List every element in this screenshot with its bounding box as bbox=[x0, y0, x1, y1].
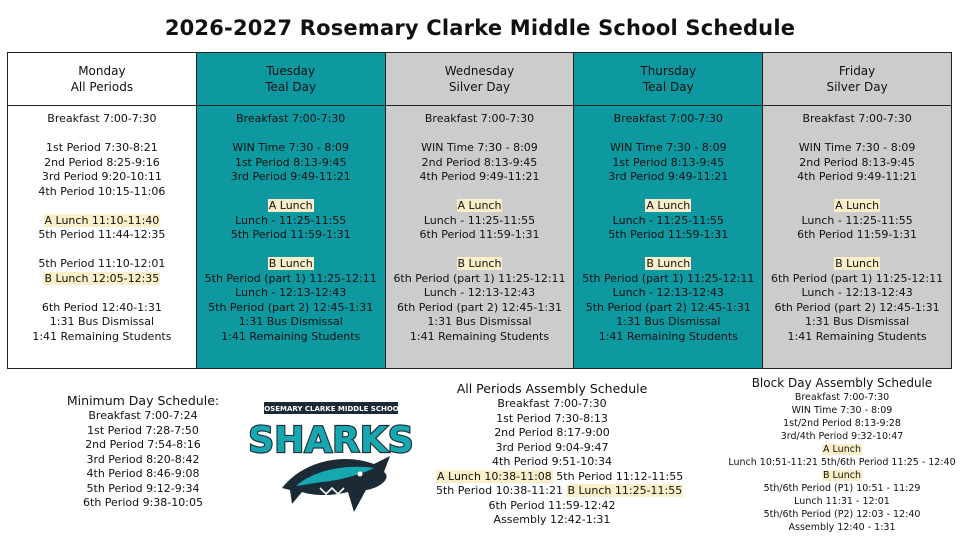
day-header bbox=[197, 53, 385, 106]
spacer bbox=[197, 243, 385, 258]
schedule-line bbox=[197, 228, 385, 243]
day-name: Thursday bbox=[640, 64, 697, 78]
schedule-line bbox=[763, 214, 951, 229]
schedule-line bbox=[197, 286, 385, 301]
schedule-text: Breakfast 7:00-7:30 bbox=[47, 112, 157, 125]
schedule-text: WIN Time 7:30 - 8:09 bbox=[798, 141, 916, 154]
schedule-line bbox=[386, 330, 574, 345]
schedule-text: Lunch - 12:13-12:43 bbox=[423, 286, 536, 299]
schedule-line bbox=[197, 330, 385, 345]
schedule-line bbox=[386, 199, 574, 214]
schedule-text: 6th Period 11:59-1:31 bbox=[797, 228, 918, 241]
schedule-line bbox=[763, 170, 951, 185]
schedule-line bbox=[386, 170, 574, 185]
schedule-text: 1st Period 8:13-9:45 bbox=[234, 155, 347, 169]
schedule-line bbox=[8, 315, 196, 330]
schedule-line bbox=[763, 257, 951, 272]
schedule-line bbox=[724, 391, 960, 404]
schedule-text: 1:41 Remaining Students bbox=[409, 329, 550, 343]
schedule-text: 5th Period 11:12-11:55 bbox=[552, 469, 684, 483]
schedule-line bbox=[574, 112, 762, 127]
schedule-line bbox=[763, 272, 951, 287]
schedule-line bbox=[763, 301, 951, 316]
schedule-text: 1:41 Remaining Students bbox=[787, 329, 927, 343]
spacer bbox=[8, 199, 196, 214]
sharks-logo bbox=[248, 400, 414, 530]
schedule-line bbox=[48, 482, 238, 497]
schedule-text: 1:31 Bus Dismissal bbox=[238, 315, 343, 328]
lunch-highlight: B Lunch bbox=[268, 257, 313, 270]
minimum-day-schedule bbox=[48, 393, 238, 511]
schedule-text: 1:31 Bus Dismissal bbox=[49, 315, 155, 328]
schedule-line bbox=[724, 508, 960, 521]
schedule-line bbox=[724, 430, 960, 443]
schedule-line bbox=[386, 228, 574, 243]
page-title: 2026-2027 Rosemary Clarke Middle School Schedule bbox=[164, 16, 796, 40]
day-subtitle: Silver Day bbox=[826, 80, 888, 94]
schedule-text: Breakfast 7:00-7:30 bbox=[794, 392, 890, 403]
spacer bbox=[8, 127, 196, 142]
schedule-line bbox=[574, 301, 762, 316]
schedule-text: Breakfast 7:00-7:24 bbox=[88, 409, 198, 422]
schedule-line bbox=[386, 286, 574, 301]
spacer bbox=[574, 185, 762, 200]
schedule-text: 1st/2nd Period 8:13-9:28 bbox=[783, 418, 901, 429]
day-schedule bbox=[386, 106, 574, 344]
spacer bbox=[574, 243, 762, 258]
schedule-line bbox=[724, 417, 960, 430]
schedule-line bbox=[8, 330, 196, 345]
schedule-line bbox=[763, 141, 951, 156]
schedule-line bbox=[574, 315, 762, 330]
schedule-text: 6th Period 11:59-1:31 bbox=[419, 228, 540, 241]
schedule-line bbox=[574, 214, 762, 229]
schedule-text: 1:31 Bus Dismissal bbox=[804, 315, 910, 328]
schedule-text: Breakfast 7:00-7:30 bbox=[424, 112, 535, 125]
schedule-text: Lunch - 12:13-12:43 bbox=[801, 286, 913, 299]
schedule-line bbox=[436, 469, 684, 485]
schedule-line bbox=[763, 315, 951, 330]
schedule-line bbox=[724, 521, 960, 534]
schedule-text: 1:31 Bus Dismissal bbox=[616, 315, 721, 328]
schedule-text: 2nd Period 7:54-8:16 bbox=[85, 438, 201, 451]
schedule-line bbox=[763, 156, 951, 171]
schedule-text: WIN Time 7:30 - 8:09 bbox=[609, 141, 727, 154]
schedule-line bbox=[436, 426, 668, 441]
schedule-line bbox=[48, 496, 238, 511]
schedule-line bbox=[574, 272, 762, 287]
lunch-highlight: B Lunch bbox=[646, 257, 691, 270]
schedule-text: 4th Period 8:46-9:08 bbox=[86, 467, 200, 480]
schedule-text: 6th Period (part 2) 12:45-1:31 bbox=[396, 300, 563, 314]
day-schedule bbox=[574, 106, 762, 344]
schedule-text: 1st Period 7:30-8:21 bbox=[46, 141, 158, 154]
schedule-text: Breakfast 7:00-7:30 bbox=[802, 112, 912, 125]
day-schedule bbox=[197, 106, 385, 344]
lunch-highlight: A Lunch bbox=[823, 444, 861, 455]
schedule-text: 6th Period 12:40-1:31 bbox=[41, 300, 162, 314]
schedule-line bbox=[386, 257, 574, 272]
schedule-line bbox=[763, 330, 951, 345]
schedule-line bbox=[386, 272, 574, 287]
schedule-line bbox=[197, 257, 385, 272]
schedule-text: Lunch - 11:25-11:55 bbox=[423, 213, 536, 227]
schedule-text: 2nd Period 8:17-9:00 bbox=[494, 426, 610, 439]
schedule-text: 1:41 Remaining Students bbox=[32, 329, 172, 343]
schedule-line bbox=[197, 272, 385, 287]
schedule-line bbox=[197, 170, 385, 185]
schedule-line bbox=[436, 484, 683, 499]
schedule-text: WIN Time 7:30 - 8:09 bbox=[791, 405, 893, 416]
schedule-line bbox=[8, 170, 196, 185]
schedule-line bbox=[436, 441, 668, 456]
schedule-line bbox=[197, 301, 385, 316]
schedule-text: Lunch 11:31 - 12:01 bbox=[794, 496, 890, 507]
day-column-tuesday bbox=[196, 53, 385, 368]
schedule-text: 5th Period (part 2) 12:45-1:31 bbox=[585, 300, 751, 314]
schedule-text: 2nd Period 8:25-9:16 bbox=[44, 155, 160, 169]
schedule-text: 1:41 Remaining Students bbox=[598, 329, 738, 343]
spacer bbox=[386, 243, 574, 258]
schedule-text: Breakfast 7:00-7:30 bbox=[497, 397, 607, 410]
schedule-line bbox=[436, 499, 668, 514]
day-subtitle: Teal Day bbox=[642, 80, 694, 94]
spacer bbox=[197, 127, 385, 142]
schedule-text: 3rd Period 9:04-9:47 bbox=[495, 440, 609, 454]
schedule-text: 2nd Period 8:13-9:45 bbox=[799, 155, 915, 169]
day-subtitle: All Periods bbox=[70, 80, 134, 94]
schedule-line bbox=[197, 199, 385, 214]
schedule-text: 1:31 Bus Dismissal bbox=[427, 315, 532, 328]
schedule-line bbox=[436, 513, 668, 528]
schedule-text: 6th Period 9:38-10:05 bbox=[83, 496, 203, 509]
schedule-line bbox=[386, 214, 574, 229]
day-name: Friday bbox=[838, 64, 876, 78]
day-subtitle: Teal Day bbox=[265, 80, 317, 94]
schedule-text: 1st Period 8:13-9:45 bbox=[612, 155, 725, 169]
schedule-text: Lunch - 11:25-11:55 bbox=[801, 213, 913, 227]
weekly-schedule-table bbox=[7, 52, 952, 369]
lunch-highlight: B Lunch bbox=[457, 257, 502, 270]
lunch-highlight: A Lunch 10:38-11:08 bbox=[437, 469, 552, 483]
schedule-line bbox=[574, 170, 762, 185]
schedule-line bbox=[8, 301, 196, 316]
schedule-line bbox=[724, 404, 960, 417]
schedule-text: Assembly 12:42-1:31 bbox=[493, 513, 611, 526]
schedule-text: 3rd/4th Period 9:32-10:47 bbox=[780, 431, 904, 442]
schedule-line bbox=[197, 315, 385, 330]
schedule-line bbox=[8, 228, 196, 243]
schedule-line bbox=[8, 214, 196, 229]
schedule-text: WIN Time 7:30 - 8:09 bbox=[421, 141, 538, 154]
schedule-text: 5th Period 9:12-9:34 bbox=[86, 481, 200, 495]
day-name: Monday bbox=[78, 64, 126, 78]
all-periods-assembly-schedule bbox=[436, 381, 684, 528]
spacer bbox=[763, 185, 951, 200]
lunch-highlight: B Lunch bbox=[823, 470, 861, 481]
lunch-highlight: B Lunch 12:05-12:35 bbox=[44, 271, 160, 285]
schedule-text: Lunch - 11:25-11:55 bbox=[235, 213, 347, 227]
logo-banner-text: ROSEMARY CLARKE MIDDLE SCHOOL bbox=[258, 405, 404, 413]
lunch-highlight: B Lunch bbox=[835, 257, 880, 270]
day-header bbox=[574, 53, 762, 106]
schedule-line bbox=[386, 141, 574, 156]
assembly-title: All Periods Assembly Schedule bbox=[456, 381, 648, 396]
schedule-line bbox=[386, 156, 574, 171]
schedule-line bbox=[574, 257, 762, 272]
schedule-line bbox=[197, 112, 385, 127]
schedule-line bbox=[574, 141, 762, 156]
schedule-line bbox=[724, 443, 960, 456]
schedule-text: Lunch - 12:13-12:43 bbox=[235, 286, 347, 299]
schedule-line bbox=[386, 301, 574, 316]
schedule-text: 5th Period 10:38-11:21 bbox=[436, 484, 567, 497]
schedule-line bbox=[197, 214, 385, 229]
day-column-friday bbox=[762, 53, 951, 368]
spacer bbox=[574, 127, 762, 142]
day-schedule bbox=[763, 106, 951, 344]
spacer bbox=[386, 185, 574, 200]
block-day-assembly-schedule bbox=[724, 376, 960, 534]
schedule-line bbox=[48, 438, 238, 453]
day-column-thursday bbox=[573, 53, 762, 368]
schedule-text: Lunch - 11:25-11:55 bbox=[612, 213, 724, 227]
schedule-text: 5th Period 11:59-1:31 bbox=[608, 228, 729, 241]
schedule-text: 6th Period 11:59-12:42 bbox=[488, 498, 616, 512]
schedule-line bbox=[8, 141, 196, 156]
schedule-line bbox=[436, 412, 668, 427]
schedule-text: 3rd Period 9:20-10:11 bbox=[41, 170, 162, 183]
schedule-line bbox=[724, 456, 960, 469]
day-column-monday bbox=[8, 53, 196, 368]
schedule-line bbox=[436, 397, 668, 412]
lunch-highlight: A Lunch bbox=[457, 199, 502, 212]
schedule-line bbox=[724, 482, 960, 495]
lunch-highlight: A Lunch 11:10-11:40 bbox=[44, 213, 160, 227]
schedule-line bbox=[8, 112, 196, 127]
schedule-line bbox=[8, 185, 196, 200]
day-header bbox=[8, 53, 196, 106]
schedule-text: Lunch - 12:13-12:43 bbox=[612, 286, 724, 299]
schedule-text: 1st Period 7:28-7:50 bbox=[87, 423, 199, 437]
schedule-text: 4th Period 9:49-11:21 bbox=[419, 170, 540, 183]
spacer bbox=[763, 127, 951, 142]
schedule-line bbox=[8, 257, 196, 272]
day-header bbox=[763, 53, 951, 106]
day-header bbox=[386, 53, 574, 106]
minimum-day-title: Minimum Day Schedule: bbox=[66, 393, 220, 408]
schedule-line bbox=[48, 467, 238, 482]
schedule-text: 5th Period 11:10-12:01 bbox=[38, 257, 166, 270]
schedule-line bbox=[763, 228, 951, 243]
schedule-line bbox=[574, 228, 762, 243]
lunch-highlight: B Lunch 11:25-11:55 bbox=[567, 484, 683, 497]
spacer bbox=[8, 286, 196, 301]
schedule-text: 1st Period 7:30-8:13 bbox=[496, 411, 608, 425]
schedule-text: 4th Period 9:51-10:34 bbox=[492, 455, 612, 468]
schedule-line bbox=[197, 156, 385, 171]
schedule-line bbox=[574, 199, 762, 214]
schedule-line bbox=[48, 424, 238, 439]
schedule-line bbox=[436, 455, 668, 470]
schedule-line bbox=[48, 453, 238, 468]
schedule-text: 1:41 Remaining Students bbox=[221, 329, 361, 343]
day-name: Tuesday bbox=[266, 64, 316, 78]
schedule-text: Breakfast 7:00-7:30 bbox=[613, 112, 723, 125]
day-name: Wednesday bbox=[444, 64, 515, 78]
schedule-line bbox=[763, 286, 951, 301]
schedule-text: 2nd Period 8:13-9:45 bbox=[421, 155, 538, 169]
schedule-line bbox=[574, 286, 762, 301]
schedule-line bbox=[386, 315, 574, 330]
lunch-highlight: A Lunch bbox=[835, 199, 880, 212]
spacer bbox=[197, 185, 385, 200]
schedule-line bbox=[574, 156, 762, 171]
schedule-text: Lunch 10:51-11:21 5th/6th Period 11:25 - 12:40 bbox=[728, 457, 956, 468]
schedule-text: 5th/6th Period (P1) 10:51 - 11:29 bbox=[763, 483, 921, 494]
schedule-line bbox=[724, 469, 960, 482]
schedule-line bbox=[724, 495, 960, 508]
logo-word: SHARKS bbox=[248, 420, 414, 461]
schedule-line bbox=[197, 141, 385, 156]
schedule-text: 5th Period (part 2) 12:45-1:31 bbox=[208, 300, 374, 314]
spacer bbox=[386, 127, 574, 142]
schedule-line bbox=[386, 112, 574, 127]
schedule-text: 5th Period 11:44-12:35 bbox=[38, 228, 166, 241]
schedule-text: 4th Period 9:49-11:21 bbox=[797, 170, 918, 183]
lunch-highlight: A Lunch bbox=[646, 199, 691, 212]
schedule-line bbox=[8, 272, 196, 287]
schedule-text: 5th Period (part 1) 11:25-12:11 bbox=[582, 271, 755, 285]
schedule-text: WIN Time 7:30 - 8:09 bbox=[232, 141, 350, 154]
lunch-highlight: A Lunch bbox=[268, 199, 313, 212]
schedule-line bbox=[574, 330, 762, 345]
spacer bbox=[8, 243, 196, 258]
schedule-text: 4th Period 10:15-11:06 bbox=[38, 184, 166, 198]
schedule-line bbox=[763, 199, 951, 214]
schedule-text: 5th Period 11:59-1:31 bbox=[230, 228, 351, 241]
schedule-text: 3rd Period 9:49-11:21 bbox=[608, 170, 729, 183]
schedule-line bbox=[8, 156, 196, 171]
schedule-text: 5th Period (part 1) 11:25-12:11 bbox=[204, 271, 377, 285]
day-subtitle: Silver Day bbox=[448, 80, 511, 94]
schedule-text: 3rd Period 9:49-11:21 bbox=[230, 170, 351, 183]
schedule-line bbox=[763, 112, 951, 127]
schedule-text: 6th Period (part 1) 11:25-12:11 bbox=[771, 271, 944, 285]
schedule-text: Breakfast 7:00-7:30 bbox=[236, 112, 346, 125]
day-column-wednesday bbox=[385, 53, 574, 368]
spacer bbox=[763, 243, 951, 258]
schedule-text: 6th Period (part 1) 11:25-12:11 bbox=[393, 271, 566, 285]
day-schedule bbox=[8, 106, 196, 344]
block-assembly-title: Block Day Assembly Schedule bbox=[751, 376, 933, 390]
schedule-text: 6th Period (part 2) 12:45-1:31 bbox=[774, 300, 940, 314]
schedule-text: Assembly 12:40 - 1:31 bbox=[788, 522, 896, 533]
schedule-text: 3rd Period 8:20-8:42 bbox=[86, 452, 200, 466]
schedule-text: 5th/6th Period (P2) 12:03 - 12:40 bbox=[763, 509, 921, 520]
schedule-line bbox=[48, 409, 238, 424]
